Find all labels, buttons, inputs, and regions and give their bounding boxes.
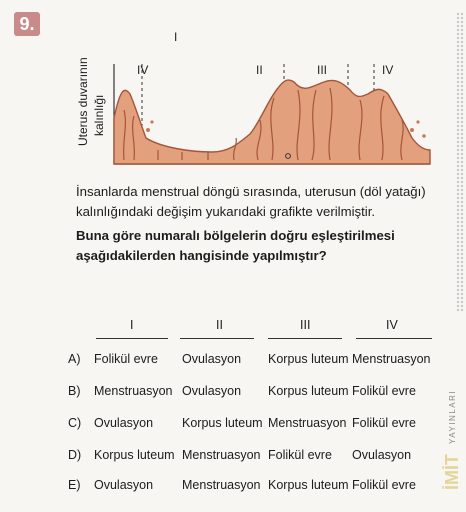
publisher-logo	[440, 342, 462, 492]
question-paragraph: İnsanlarda menstrual döngü sırasında, uterusun (döl yatağı) kalınlığındaki değişim yukarıdaki grafikte verilmiştir.	[76, 184, 426, 219]
option-e-cell-3: Korpus luteum	[268, 478, 349, 492]
option-d-cell-1: Korpus luteum	[94, 448, 175, 462]
question-number: 9.	[14, 12, 40, 36]
publisher-suffix: YAYINLARI	[448, 389, 457, 444]
column-underline-iii	[268, 338, 342, 339]
option-c-cell-2: Korpus luteum	[182, 416, 263, 430]
region-label-iv-left: IV	[137, 63, 149, 77]
region-label-iv-right: IV	[382, 63, 394, 77]
option-b-cell-1: Menstruasyon	[94, 384, 173, 398]
column-header-iv: IV	[386, 318, 398, 332]
option-b-cell-2: Ovulasyon	[182, 384, 242, 398]
uterus-wall-thickness-figure	[112, 60, 432, 172]
option-a-cell-1: Folikül evre	[94, 352, 158, 366]
option-e-cell-2: Menstruasyon	[182, 478, 261, 492]
y-axis-label-line1: Uterus duvarının	[76, 57, 90, 146]
option-a-cell-3: Korpus luteum	[268, 352, 349, 366]
option-e-cell-4: Folikül evre	[352, 478, 416, 492]
option-d[interactable]	[68, 448, 438, 468]
column-header-i: I	[130, 318, 134, 332]
option-b-cell-3: Korpus luteum	[268, 384, 349, 398]
publisher-name: İMİT	[442, 454, 462, 490]
question-prompt: Buna göre numaralı bölgelerin doğru eşleştirilmesi aşağıdakilerden hangisinde yapılmıştır?	[76, 228, 395, 263]
fragment-3	[410, 128, 414, 132]
option-d-letter: D)	[68, 448, 82, 462]
option-a-cell-4: Menstruasyon	[352, 352, 431, 366]
option-b-cell-4: Folikül evre	[352, 384, 416, 398]
option-a-letter: A)	[68, 352, 81, 366]
option-d-cell-4: Ovulasyon	[352, 448, 412, 462]
y-axis-label-line2: kalınlığı	[92, 94, 106, 136]
option-e[interactable]	[68, 478, 438, 498]
region-label-ii: II	[256, 63, 263, 77]
option-d-cell-2: Menstruasyon	[182, 448, 261, 462]
option-a-cell-2: Ovulasyon	[182, 352, 242, 366]
fragment-4	[416, 120, 419, 123]
option-b-letter: B)	[68, 384, 81, 398]
fragment-1	[146, 128, 150, 132]
region-label-iii: III	[317, 63, 328, 77]
option-c-letter: C)	[68, 416, 82, 430]
option-a[interactable]	[68, 352, 438, 372]
option-b[interactable]	[68, 384, 438, 404]
option-c-cell-1: Ovulasyon	[94, 416, 154, 430]
column-underline-ii	[180, 338, 254, 339]
fragment-5	[422, 134, 426, 138]
option-e-letter: E)	[68, 478, 81, 492]
column-header-ii: II	[216, 318, 223, 332]
decorative-dot-column	[456, 12, 464, 312]
option-d-cell-3: Folikül evre	[268, 448, 332, 462]
region-label-i: I	[174, 30, 178, 44]
fragment-2	[150, 120, 153, 123]
option-c[interactable]	[68, 416, 438, 436]
option-c-cell-3: Menstruasyon	[268, 416, 347, 430]
column-underline-i	[96, 338, 168, 339]
option-e-cell-1: Ovulasyon	[94, 478, 154, 492]
column-underline-iv	[356, 338, 432, 339]
uterus-y-axis-label	[72, 58, 112, 148]
option-c-cell-4: Folikül evre	[352, 416, 416, 430]
column-header-iii: III	[300, 318, 311, 332]
